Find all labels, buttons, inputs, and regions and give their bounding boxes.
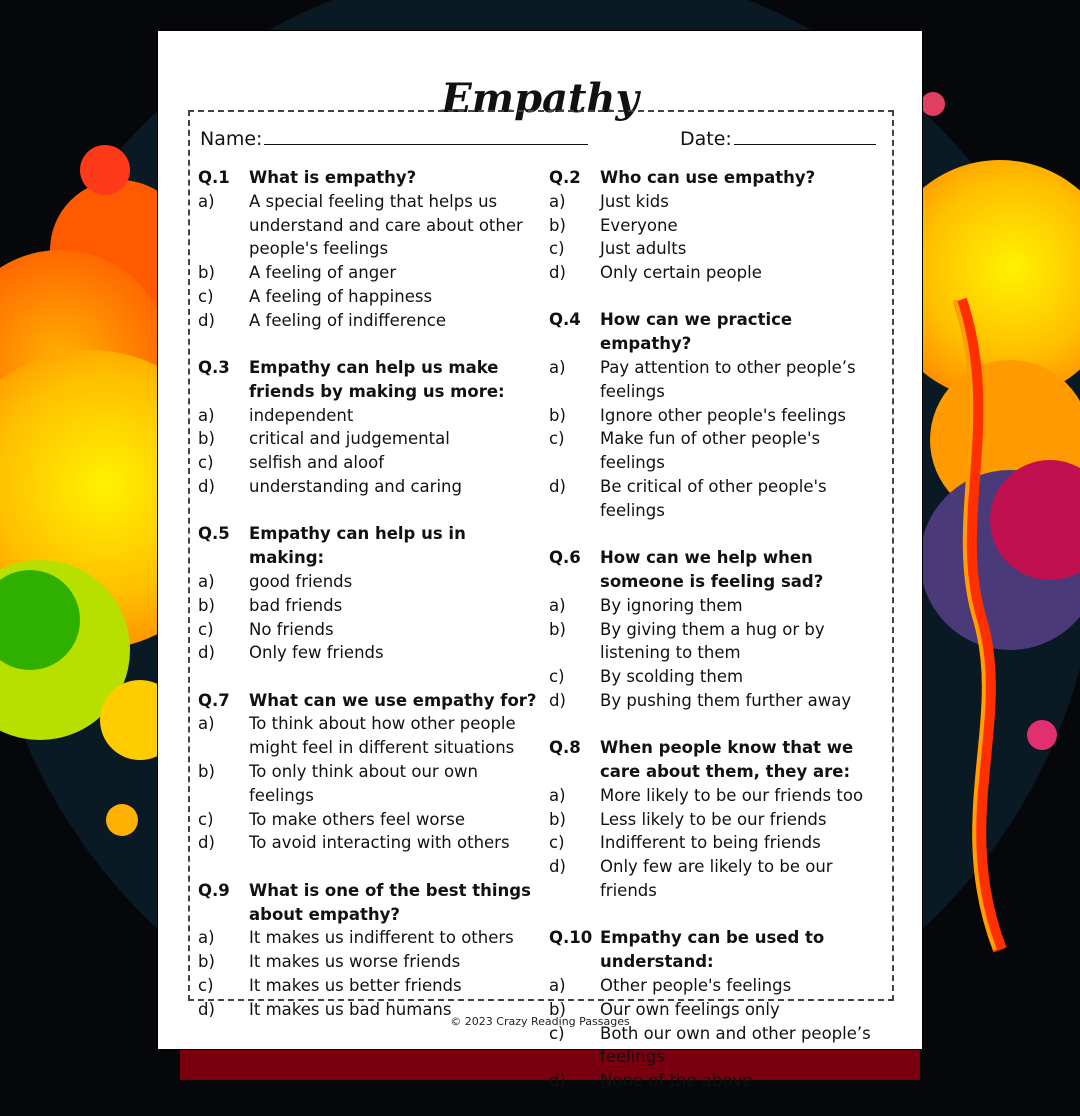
answer-option[interactable]: [198, 926, 538, 950]
answer-option[interactable]: [549, 427, 889, 475]
option-text: understanding and caring: [249, 477, 462, 497]
name-blank-line[interactable]: [264, 126, 588, 145]
question-text: Empathy can help us in making:: [249, 524, 466, 568]
answer-option[interactable]: [549, 665, 889, 689]
option-text: A feeling of anger: [249, 263, 397, 283]
option-letter: b): [549, 215, 566, 235]
option-text: To avoid interacting with others: [249, 833, 510, 853]
question-9: [198, 879, 538, 1022]
option-letter: c): [198, 619, 214, 639]
option-text: bad friends: [249, 595, 343, 615]
answer-option[interactable]: [549, 831, 889, 855]
question-7: [198, 689, 538, 856]
option-text: By scolding them: [600, 667, 744, 687]
option-letter: b): [198, 952, 215, 972]
question-text: Who can use empathy?: [600, 168, 816, 187]
option-text: Less likely to be our friends: [600, 809, 827, 829]
question-text: What is empathy?: [249, 168, 417, 187]
option-letter: a): [198, 191, 215, 211]
answer-option[interactable]: [198, 261, 538, 285]
option-letter: a): [549, 975, 566, 995]
option-letter: c): [549, 429, 565, 449]
option-letter: d): [198, 833, 215, 853]
question-number: Q.8: [549, 738, 581, 758]
worksheet-title: Empathy: [441, 75, 639, 122]
question-number: Q.6: [549, 548, 581, 568]
option-text: To think about how other people might feel in different situations: [249, 714, 516, 758]
option-text: A special feeling that helps us understand and care about other people's feelings: [249, 191, 523, 259]
option-letter: b): [198, 429, 215, 449]
answer-option[interactable]: [549, 190, 889, 214]
option-letter: c): [549, 667, 565, 687]
option-letter: d): [198, 999, 215, 1019]
option-letter: b): [549, 619, 566, 639]
question-3: [198, 356, 538, 499]
question-4: [549, 308, 889, 522]
option-letter: c): [198, 809, 214, 829]
name-label: Name:: [200, 128, 263, 150]
option-letter: c): [198, 975, 214, 995]
copyright-footer: © 2023 Crazy Reading Passages: [450, 1015, 630, 1028]
option-letter: d): [198, 477, 215, 497]
name-field: [200, 126, 588, 150]
option-text: It makes us bad humans: [249, 999, 452, 1019]
question-text: Empathy can help us make friends by making us more:: [249, 358, 505, 401]
question-number: Q.3: [198, 358, 230, 378]
option-letter: a): [549, 595, 566, 615]
option-letter: c): [198, 453, 214, 473]
answer-option[interactable]: [549, 808, 889, 832]
question-text: How can we practice empathy?: [600, 310, 793, 354]
option-letter: c): [198, 286, 214, 306]
date-blank-line[interactable]: [734, 126, 876, 145]
option-text: good friends: [249, 571, 353, 591]
option-text: Only few are likely to be our friends: [600, 857, 833, 901]
option-text: selfish and aloof: [249, 453, 385, 473]
question-prompt: [198, 879, 538, 927]
answer-option[interactable]: [549, 974, 889, 998]
left-column: [198, 166, 538, 1045]
answer-option[interactable]: [198, 974, 538, 998]
answer-option[interactable]: [549, 784, 889, 808]
answer-option[interactable]: [549, 1022, 889, 1070]
option-letter: a): [198, 405, 215, 425]
answer-option[interactable]: [198, 309, 538, 333]
question-number: Q.1: [198, 168, 230, 187]
date-field: [680, 126, 876, 150]
question-prompt: [198, 689, 538, 713]
option-letter: d): [198, 643, 215, 663]
question-text: Empathy can be used to understand:: [600, 928, 825, 972]
question-5: [198, 522, 538, 665]
option-text: No friends: [249, 619, 334, 639]
option-text: Be critical of other people's feelings: [600, 477, 827, 520]
question-2: [549, 166, 889, 285]
answer-option[interactable]: [198, 808, 538, 832]
option-text: More likely to be our friends too: [600, 785, 864, 805]
answer-option[interactable]: [549, 237, 889, 261]
option-letter: d): [549, 477, 566, 497]
question-1: [198, 166, 538, 333]
worksheet: [157, 30, 923, 1091]
option-letter: d): [549, 1071, 566, 1091]
answer-option[interactable]: [549, 855, 889, 903]
option-text: It makes us worse friends: [249, 952, 461, 972]
question-prompt: [549, 926, 889, 974]
option-letter: a): [549, 358, 566, 378]
answer-option[interactable]: [549, 618, 889, 666]
option-text: By ignoring them: [600, 595, 743, 615]
option-text: Pay attention to other people’s feelings: [600, 358, 856, 401]
question-10: [549, 926, 889, 1093]
answer-option[interactable]: [549, 689, 889, 713]
option-text: By pushing them further away: [600, 690, 852, 710]
right-column: [549, 166, 889, 1116]
question-prompt: [549, 546, 889, 594]
answer-option[interactable]: [198, 594, 538, 618]
question-prompt: [198, 356, 538, 404]
question-6: [549, 546, 889, 713]
answer-option[interactable]: [198, 712, 538, 760]
option-letter: b): [549, 405, 566, 425]
option-letter: b): [549, 999, 566, 1019]
answer-option[interactable]: [198, 570, 538, 594]
answer-option[interactable]: [198, 427, 538, 451]
option-letter: b): [549, 809, 566, 829]
option-letter: a): [549, 191, 566, 211]
option-letter: c): [549, 1023, 565, 1043]
question-prompt: [198, 166, 538, 190]
option-letter: c): [549, 833, 565, 853]
answer-option[interactable]: [549, 404, 889, 428]
date-label: Date:: [680, 128, 732, 150]
option-letter: d): [549, 263, 566, 283]
question-number: Q.4: [549, 310, 581, 330]
option-text: It makes us better friends: [249, 975, 462, 995]
question-prompt: [549, 166, 889, 190]
answer-option[interactable]: [198, 950, 538, 974]
option-text: Just adults: [600, 239, 687, 259]
option-text: A feeling of indifference: [249, 310, 447, 330]
question-number: Q.10: [549, 928, 593, 948]
option-letter: b): [198, 263, 215, 283]
question-prompt: [198, 522, 538, 570]
option-text: By giving them a hug or by listening to them: [600, 619, 825, 663]
option-text: Everyone: [600, 215, 678, 235]
option-text: Our own feelings only: [600, 999, 780, 1019]
question-text: What is one of the best things about empathy?: [249, 880, 531, 924]
question-number: Q.9: [198, 880, 230, 900]
option-text: Only certain people: [600, 263, 762, 283]
option-letter: a): [198, 571, 215, 591]
question-text: How can we help when someone is feeling sad?: [600, 548, 824, 591]
answer-option[interactable]: [549, 356, 889, 404]
question-prompt: [549, 308, 889, 356]
option-text: Ignore other people's feelings: [600, 405, 847, 425]
option-text: Other people's feelings: [600, 975, 792, 995]
answer-option[interactable]: [549, 594, 889, 618]
answer-option[interactable]: [198, 641, 538, 665]
question-number: Q.7: [198, 690, 230, 710]
option-text: independent: [249, 405, 354, 425]
option-letter: a): [549, 785, 566, 805]
question-text: When people know that we care about them, they are:: [600, 738, 854, 782]
answer-option[interactable]: [198, 831, 538, 855]
option-text: A feeling of happiness: [249, 286, 433, 306]
option-text: Just kids: [600, 191, 669, 211]
answer-option[interactable]: [198, 618, 538, 642]
question-prompt: [549, 736, 889, 784]
option-text: It makes us indifferent to others: [249, 928, 514, 948]
option-text: To make others feel worse: [249, 809, 466, 829]
answer-option[interactable]: [549, 261, 889, 285]
answer-option[interactable]: [198, 404, 538, 428]
answer-option[interactable]: [198, 285, 538, 309]
answer-option[interactable]: [198, 451, 538, 475]
option-text: Indifferent to being friends: [600, 833, 821, 853]
option-text: Make fun of other people's feelings: [600, 429, 821, 473]
question-number: Q.2: [549, 168, 581, 187]
option-text: None of the above: [600, 1071, 753, 1091]
option-letter: c): [549, 239, 565, 259]
answer-option[interactable]: [549, 475, 889, 523]
question-text: What can we use empathy for?: [249, 690, 537, 710]
answer-option[interactable]: [198, 475, 538, 499]
answer-option[interactable]: [549, 214, 889, 238]
option-letter: b): [198, 762, 215, 782]
question-8: [549, 736, 889, 903]
option-letter: b): [198, 595, 215, 615]
option-letter: d): [549, 857, 566, 877]
option-text: critical and judgemental: [249, 429, 450, 449]
question-number: Q.5: [198, 524, 230, 544]
answer-option[interactable]: [198, 760, 538, 808]
option-letter: d): [198, 310, 215, 330]
option-letter: d): [549, 690, 566, 710]
answer-option[interactable]: [198, 190, 538, 261]
option-text: Only few friends: [249, 643, 384, 663]
option-letter: a): [198, 714, 215, 734]
answer-option[interactable]: [549, 1069, 889, 1093]
option-letter: a): [198, 928, 215, 948]
option-text: Both our own and other people’s feelings: [600, 1023, 871, 1067]
option-text: To only think about our own feelings: [249, 762, 479, 805]
